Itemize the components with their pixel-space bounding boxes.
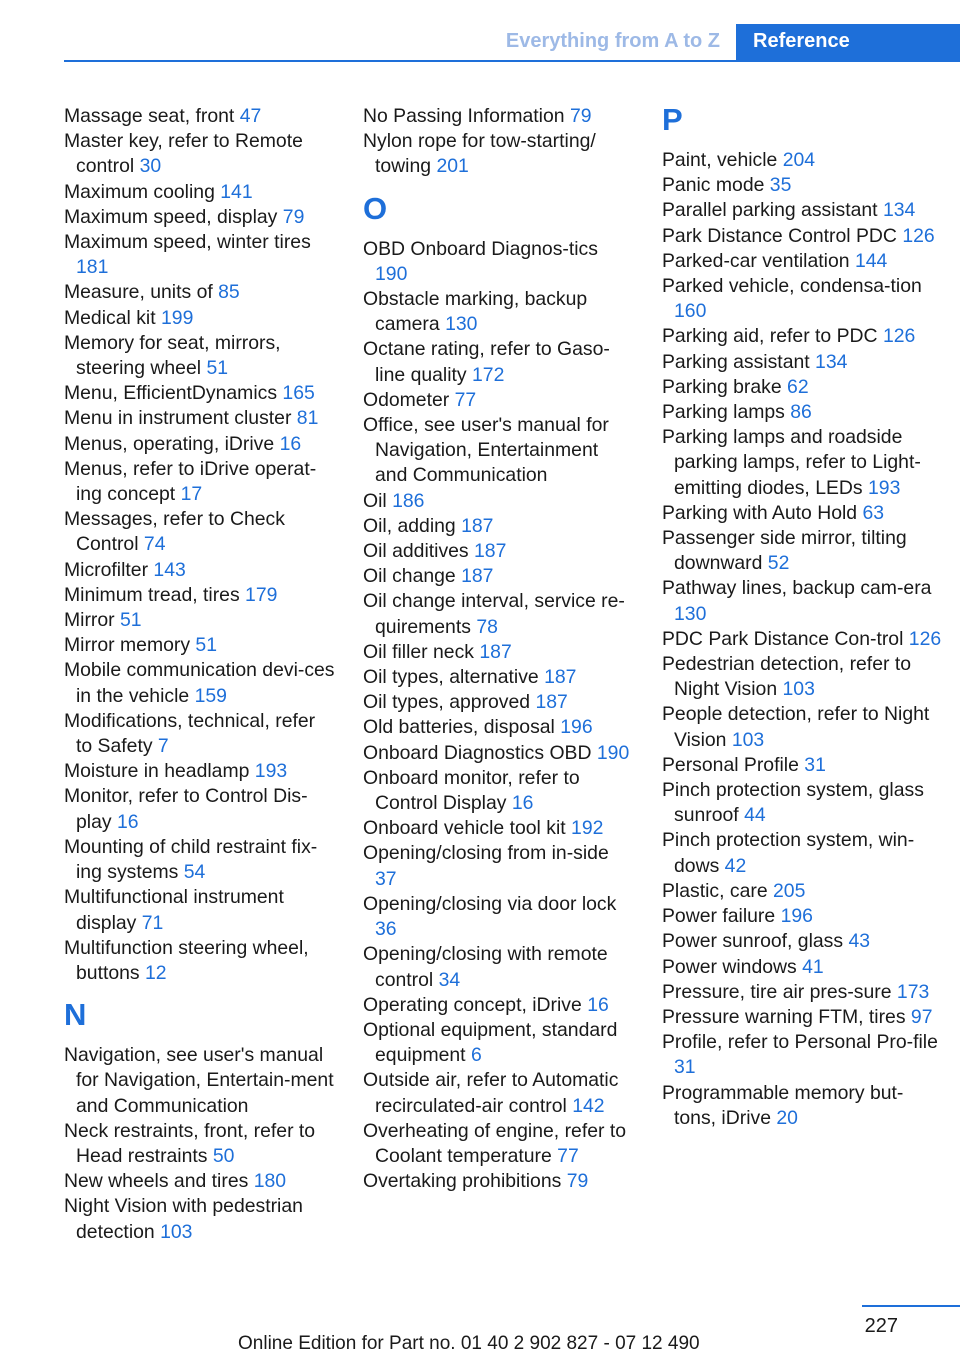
index-entry-text: Programmable memory but-tons, iDrive bbox=[662, 1081, 904, 1129]
page-reference-link[interactable]: 81 bbox=[296, 407, 319, 430]
index-entry-text: Mirror bbox=[64, 609, 115, 632]
index-entry-text: Oil types, approved bbox=[363, 691, 531, 714]
index-entry bbox=[64, 1043, 336, 1119]
index-entry bbox=[64, 205, 336, 230]
index-entry-text: Power failure bbox=[662, 905, 776, 928]
index-entry-text: Overheating of engine, refer to Coolant temperature bbox=[363, 1119, 627, 1167]
index-entry bbox=[64, 230, 336, 280]
index-entry bbox=[363, 287, 635, 337]
page-reference-link[interactable]: 187 bbox=[474, 540, 507, 563]
index-entry-text: Menu in instrument cluster bbox=[64, 407, 292, 430]
index-entry-text: Maximum cooling bbox=[64, 180, 215, 203]
page-reference-link[interactable]: 31 bbox=[804, 753, 826, 776]
page-number: 227 bbox=[864, 1315, 898, 1337]
index-entry-text: Opening/closing with remote control bbox=[363, 943, 608, 991]
index-entry bbox=[64, 104, 336, 129]
page-reference-link[interactable]: 126 bbox=[882, 325, 916, 348]
index-entry bbox=[662, 425, 942, 501]
index-entry-text: Microfilter bbox=[64, 558, 149, 581]
index-entry-text: Parking assistant bbox=[662, 350, 810, 373]
page-reference-link[interactable]: 17 bbox=[180, 483, 203, 506]
index-entry-text: Nylon rope for tow-starting/ towing bbox=[363, 130, 596, 178]
index-entry bbox=[64, 280, 336, 305]
index-entry bbox=[363, 690, 635, 715]
index-entry-text: Neck restraints, front, refer to Head restraints bbox=[64, 1119, 316, 1167]
page-reference-link[interactable]: 193 bbox=[868, 476, 901, 499]
page-reference-link[interactable]: 126 bbox=[902, 224, 935, 247]
index-entry-text: Overtaking prohibitions bbox=[363, 1170, 562, 1193]
index-entry bbox=[662, 980, 942, 1005]
index-entry bbox=[64, 784, 336, 834]
index-entry-text: Onboard vehicle tool kit bbox=[363, 817, 566, 840]
index-entry bbox=[662, 249, 942, 274]
page-reference-link[interactable]: 78 bbox=[476, 615, 498, 638]
index-entry bbox=[363, 942, 635, 992]
page-reference-link[interactable]: 199 bbox=[161, 306, 194, 329]
page-reference-link[interactable]: 103 bbox=[731, 728, 765, 751]
page-reference-link[interactable]: 190 bbox=[596, 741, 630, 764]
index-entry bbox=[363, 589, 635, 639]
page-reference-link[interactable]: 196 bbox=[780, 905, 813, 928]
index-entry bbox=[64, 658, 336, 708]
index-entry bbox=[64, 406, 336, 431]
index-entry bbox=[64, 306, 336, 331]
index-column-2 bbox=[363, 104, 635, 1194]
index-entry-text: Plastic, care bbox=[662, 879, 768, 902]
index-entry-text: Maximum speed, winter tires bbox=[64, 231, 311, 254]
index-entry bbox=[64, 180, 336, 205]
index-entry-text: Moisture in headlamp bbox=[64, 760, 250, 783]
index-entry-text: Personal Profile bbox=[662, 753, 799, 776]
index-entry bbox=[363, 539, 635, 564]
index-entry bbox=[64, 129, 336, 179]
index-entry-text: Optional equipment, standard equipment bbox=[363, 1018, 618, 1067]
index-entry-text: Outside air, refer to Automatic recirculated-air control bbox=[363, 1069, 619, 1117]
index-entry bbox=[363, 766, 635, 816]
index-entry-text: Minimum tread, tires bbox=[64, 583, 240, 606]
index-entry-text: Oil types, alternative bbox=[363, 666, 539, 689]
page-reference-link[interactable]: 51 bbox=[120, 609, 142, 632]
index-entry-text: Pressure warning FTM, tires bbox=[662, 1005, 906, 1028]
page-reference-link[interactable]: 160 bbox=[674, 300, 707, 323]
index-entry bbox=[64, 936, 336, 986]
index-entry bbox=[662, 526, 942, 576]
index-entry-text: Pressure, tire air pres-sure bbox=[662, 980, 892, 1003]
index-entry-text: Office, see user's manual for Navigation, Entertainment and Communication bbox=[363, 414, 609, 487]
index-entry bbox=[363, 237, 635, 287]
index-entry-text: Panic mode bbox=[662, 174, 765, 197]
index-entry bbox=[64, 432, 336, 457]
index-entry bbox=[662, 173, 942, 198]
index-entry-text: PDC Park Distance Con-trol bbox=[662, 627, 904, 650]
index-entry bbox=[363, 841, 635, 891]
index-entry bbox=[662, 652, 942, 702]
index-entry bbox=[64, 583, 336, 608]
page-reference-link[interactable]: 196 bbox=[560, 716, 593, 739]
index-entry bbox=[662, 224, 942, 249]
index-entry-text: Menu, EfficientDynamics bbox=[64, 382, 278, 405]
index-entry bbox=[64, 759, 336, 784]
index-entry-text: Monitor, refer to Control Dis-play bbox=[64, 785, 308, 833]
index-entry-text: Parked vehicle, condensa-tion bbox=[662, 275, 922, 298]
index-entry-text: No Passing Information bbox=[363, 105, 565, 127]
page-reference-link[interactable]: 187 bbox=[479, 640, 512, 663]
index-entry-text: New wheels and tires bbox=[64, 1170, 249, 1193]
index-entry bbox=[662, 828, 942, 878]
index-entry-text: Medical kit bbox=[64, 306, 156, 329]
page-reference-link[interactable]: 143 bbox=[153, 558, 186, 581]
page-reference-link[interactable]: 16 bbox=[116, 810, 139, 833]
index-entry bbox=[64, 558, 336, 583]
index-entry bbox=[64, 457, 336, 507]
index-letter-heading: P bbox=[662, 102, 683, 137]
index-entry bbox=[662, 627, 942, 652]
page-reference-link[interactable]: 172 bbox=[472, 363, 505, 386]
page-reference-link[interactable]: 130 bbox=[674, 602, 707, 625]
page-reference-link[interactable]: 187 bbox=[461, 514, 494, 537]
page-reference-link[interactable]: 79 bbox=[569, 105, 592, 127]
index-entry bbox=[662, 929, 942, 954]
page-reference-link[interactable]: 42 bbox=[724, 854, 747, 877]
index-entry bbox=[662, 753, 942, 778]
header-rule bbox=[64, 60, 960, 62]
index-entry-text: Massage seat, front bbox=[64, 105, 235, 127]
index-entry-text: Parking brake bbox=[662, 375, 782, 398]
index-entry-text: Modifications, technical, refer to Safety bbox=[64, 709, 316, 758]
page-reference-link[interactable]: 30 bbox=[139, 155, 162, 178]
page-reference-link[interactable]: 204 bbox=[782, 149, 816, 171]
index-entry bbox=[363, 1119, 635, 1169]
index-entry-text: Night Vision with pedestrian detection bbox=[64, 1195, 303, 1243]
index-entry-text: Mobile communication devi-ces in the vehicle bbox=[64, 659, 335, 707]
index-entry bbox=[662, 1030, 942, 1080]
index-entry bbox=[64, 331, 336, 381]
page-reference-link[interactable]: 41 bbox=[802, 955, 824, 978]
footer-edition: Online Edition for Part no. 01 40 2 902 827 - 07 12 490 bbox=[238, 1333, 700, 1354]
page-reference-link[interactable]: 179 bbox=[245, 583, 278, 606]
index-entry-text: Power windows bbox=[662, 955, 797, 978]
index-entry-text: Opening/closing via door lock bbox=[363, 892, 617, 915]
page-reference-link[interactable]: 50 bbox=[212, 1144, 235, 1167]
index-entry-text: People detection, refer to Night Vision bbox=[662, 703, 930, 751]
page-reference-link[interactable]: 37 bbox=[375, 867, 397, 890]
page-reference-link[interactable]: 144 bbox=[854, 249, 888, 272]
page-reference-link[interactable]: 180 bbox=[253, 1170, 287, 1193]
index-entry bbox=[662, 576, 942, 626]
header-tab-reference: Reference bbox=[736, 24, 960, 62]
page-reference-link[interactable]: 134 bbox=[882, 199, 916, 222]
index-entry-text: Master key, refer to Remote control bbox=[64, 130, 303, 178]
index-entry-text: Multifunction steering wheel, buttons bbox=[64, 936, 309, 984]
index-entry-text: Messages, refer to Check Control bbox=[64, 508, 285, 556]
page-reference-link[interactable]: 193 bbox=[254, 760, 288, 783]
page-reference-link[interactable]: 103 bbox=[782, 678, 815, 701]
index-entry bbox=[662, 778, 942, 828]
index-entry-text: Operating concept, iDrive bbox=[363, 993, 582, 1016]
index-entry bbox=[363, 1068, 635, 1118]
index-entry-text: Power sunroof, glass bbox=[662, 930, 844, 953]
page-reference-link[interactable]: 51 bbox=[195, 634, 217, 657]
page-reference-link[interactable]: 16 bbox=[279, 432, 302, 455]
page-reference-link[interactable]: 126 bbox=[908, 627, 942, 650]
index-entry bbox=[64, 608, 336, 633]
page-reference-link[interactable]: 20 bbox=[776, 1106, 798, 1129]
index-entry-text: Obstacle marking, backup camera bbox=[363, 288, 588, 336]
page-reference-link[interactable]: 79 bbox=[282, 205, 305, 228]
index-entry bbox=[363, 514, 635, 539]
page-reference-link[interactable]: 74 bbox=[143, 533, 166, 556]
index-entry bbox=[363, 741, 635, 766]
index-entry-text: Navigation, see user's manual for Navigation, Entertain-ment and Communication bbox=[64, 1044, 334, 1117]
index-entry-text: Mirror memory bbox=[64, 634, 191, 657]
index-entry bbox=[64, 1194, 336, 1244]
index-entry-text: Oil change bbox=[363, 565, 456, 588]
page-reference-link[interactable]: 54 bbox=[183, 861, 206, 884]
index-entry-text: Memory for seat, mirrors, steering wheel bbox=[64, 331, 281, 380]
index-entry bbox=[662, 904, 942, 929]
index-entry bbox=[363, 892, 635, 942]
index-entry bbox=[64, 1119, 336, 1169]
index-entry-text: Parking lamps bbox=[662, 401, 785, 424]
page-reference-link[interactable]: 6 bbox=[470, 1044, 482, 1067]
page-reference-link[interactable]: 187 bbox=[544, 666, 577, 689]
index-entry-text: Oil, adding bbox=[363, 514, 456, 537]
page-reference-link[interactable]: 181 bbox=[76, 256, 109, 279]
page-reference-link[interactable]: 201 bbox=[436, 155, 469, 178]
page-reference-link[interactable]: 77 bbox=[454, 388, 477, 411]
index-entry bbox=[662, 274, 942, 324]
page-reference-link[interactable]: 86 bbox=[790, 401, 812, 424]
page-reference-link[interactable]: 159 bbox=[194, 684, 227, 707]
index-entry-text: Oil change interval, service re-quirements bbox=[363, 590, 625, 638]
index-entry bbox=[363, 640, 635, 665]
index-entry bbox=[363, 993, 635, 1018]
index-entry-text: Menus, refer to iDrive operat-ing concept bbox=[64, 457, 317, 506]
index-entry bbox=[363, 413, 635, 489]
index-entry-text: Oil additives bbox=[363, 540, 469, 563]
index-entry bbox=[64, 633, 336, 658]
index-entry bbox=[363, 489, 635, 514]
index-entry-text: Parking aid, refer to PDC bbox=[662, 325, 878, 348]
index-entry bbox=[64, 381, 336, 406]
page-reference-link[interactable]: 63 bbox=[862, 501, 885, 524]
index-entry bbox=[64, 835, 336, 885]
page-reference-link[interactable]: 51 bbox=[206, 357, 229, 380]
index-entry-text: OBD Onboard Diagnos-tics bbox=[363, 237, 598, 260]
page-reference-link[interactable]: 165 bbox=[282, 382, 315, 405]
index-entry-text: Park Distance Control PDC bbox=[662, 224, 897, 247]
index-entry-text: Paint, vehicle bbox=[662, 149, 778, 171]
index-entry-text: Pedestrian detection, refer to Night Vision bbox=[662, 653, 911, 701]
page-reference-link[interactable]: 130 bbox=[445, 313, 478, 336]
page-reference-link[interactable]: 35 bbox=[769, 174, 792, 197]
index-entry-text: Maximum speed, display bbox=[64, 205, 278, 228]
page-reference-link[interactable]: 142 bbox=[572, 1094, 605, 1117]
index-entry-text: Old batteries, disposal bbox=[363, 716, 555, 739]
page-reference-link[interactable]: 205 bbox=[773, 879, 806, 902]
page-reference-link[interactable]: 62 bbox=[787, 375, 809, 398]
index-entry bbox=[662, 375, 942, 400]
index-entry bbox=[363, 1018, 635, 1068]
index-entry bbox=[363, 816, 635, 841]
index-entry-text: Multifunctional instrument display bbox=[64, 886, 284, 934]
index-entry bbox=[662, 955, 942, 980]
index-entry-text: Menus, operating, iDrive bbox=[64, 432, 275, 455]
index-entry-text: Pinch protection system, win-dows bbox=[662, 829, 915, 877]
index-entry-text: Odometer bbox=[363, 388, 450, 411]
page-reference-link[interactable]: 186 bbox=[392, 489, 425, 512]
index-entry bbox=[662, 501, 942, 526]
index-entry-text: Onboard monitor, refer to Control Display bbox=[363, 766, 580, 815]
index-entry bbox=[662, 400, 942, 425]
index-entry-text: Measure, units of bbox=[64, 281, 213, 304]
footer-rule bbox=[862, 1305, 960, 1307]
page-reference-link[interactable]: 16 bbox=[511, 792, 534, 815]
page-reference-link[interactable]: 97 bbox=[910, 1005, 933, 1028]
page-reference-link[interactable]: 187 bbox=[535, 691, 568, 714]
index-entry bbox=[64, 1169, 336, 1194]
page-reference-link[interactable]: 34 bbox=[438, 968, 461, 991]
index-entry bbox=[363, 665, 635, 690]
index-entry bbox=[363, 337, 635, 387]
index-entry-text: Profile, refer to Personal Pro-file bbox=[662, 1031, 938, 1054]
index-letter-heading: N bbox=[64, 997, 87, 1033]
index-entry bbox=[363, 564, 635, 589]
page-reference-link[interactable]: 77 bbox=[557, 1144, 579, 1167]
page-reference-link[interactable]: 79 bbox=[566, 1170, 589, 1193]
index-entry bbox=[363, 129, 635, 179]
page-reference-link[interactable]: 103 bbox=[160, 1220, 193, 1243]
index-entry bbox=[662, 198, 942, 223]
index-entry bbox=[64, 709, 336, 759]
page-reference-link[interactable]: 31 bbox=[674, 1056, 696, 1079]
page-reference-link[interactable]: 190 bbox=[375, 262, 408, 285]
index-column-3 bbox=[662, 104, 942, 1131]
page-reference-link[interactable]: 7 bbox=[157, 735, 169, 758]
index-entry-text: Oil bbox=[363, 489, 387, 512]
index-entry bbox=[662, 879, 942, 904]
header-section-title: Everything from A to Z bbox=[505, 30, 720, 52]
page-reference-link[interactable]: 134 bbox=[815, 350, 848, 373]
index-entry-text: Oil filler neck bbox=[363, 640, 474, 663]
index-entry bbox=[363, 715, 635, 740]
page-reference-link[interactable]: 43 bbox=[848, 930, 871, 953]
index-entry-text: Mounting of child restraint fix-ing systems bbox=[64, 835, 318, 884]
page-reference-link[interactable]: 71 bbox=[141, 911, 164, 934]
page-reference-link[interactable]: 52 bbox=[767, 552, 790, 575]
page-reference-link[interactable]: 173 bbox=[896, 980, 930, 1003]
index-entry bbox=[363, 1169, 635, 1194]
index-entry bbox=[662, 702, 942, 752]
index-entry bbox=[662, 324, 942, 349]
index-entry-text: Opening/closing from in-side bbox=[363, 842, 609, 865]
page-reference-link[interactable]: 36 bbox=[375, 918, 397, 941]
index-entry-text: Parallel parking assistant bbox=[662, 199, 878, 222]
index-entry bbox=[64, 507, 336, 557]
index-entry bbox=[64, 885, 336, 935]
page-reference-link[interactable]: 192 bbox=[571, 817, 604, 840]
page-reference-link[interactable]: 44 bbox=[744, 804, 766, 827]
index-column-1 bbox=[64, 104, 336, 1245]
index-letter-heading: O bbox=[363, 190, 388, 226]
index-entry-text: Pinch protection system, glass sunroof bbox=[662, 779, 924, 827]
page-reference-link[interactable]: 16 bbox=[587, 993, 609, 1016]
page-reference-link[interactable]: 85 bbox=[218, 281, 240, 304]
index-entry bbox=[662, 1005, 942, 1030]
index-entry bbox=[662, 148, 942, 173]
index-entry-text: Parking with Auto Hold bbox=[662, 501, 858, 524]
index-entry bbox=[363, 104, 635, 129]
page-reference-link[interactable]: 12 bbox=[145, 961, 167, 984]
index-entry-text: Onboard Diagnostics OBD bbox=[363, 741, 592, 764]
page-reference-link[interactable]: 47 bbox=[239, 105, 262, 127]
page-reference-link[interactable]: 141 bbox=[220, 180, 253, 203]
index-entry bbox=[363, 388, 635, 413]
index-entry bbox=[662, 350, 942, 375]
index-entry bbox=[662, 1081, 942, 1131]
index-entry-text: Parking lamps and roadside parking lamps, refer to Light-emitting diodes, LEDs bbox=[662, 426, 921, 499]
index-entry-text: Octane rating, refer to Gaso-line quality bbox=[363, 338, 610, 386]
index-entry-text: Passenger side mirror, tilting downward bbox=[662, 527, 907, 575]
page-reference-link[interactable]: 187 bbox=[461, 565, 494, 588]
index-entry-text: Pathway lines, backup cam-era bbox=[662, 577, 932, 600]
index-entry-text: Parked-car ventilation bbox=[662, 249, 850, 272]
